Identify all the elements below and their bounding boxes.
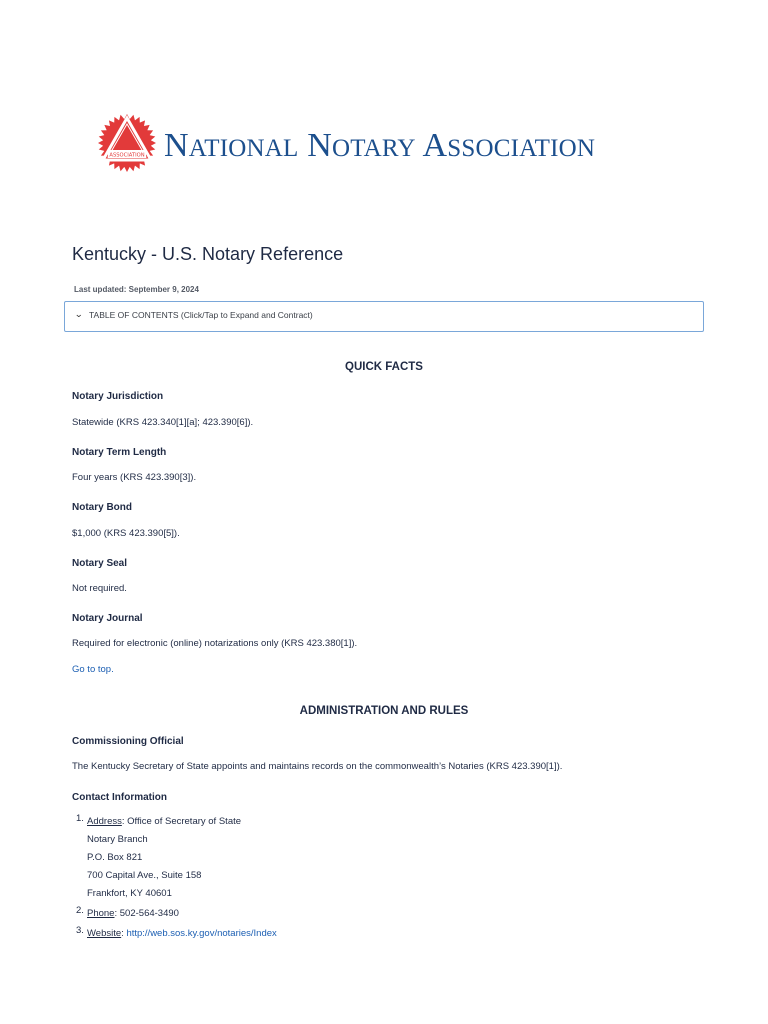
website-label: Website bbox=[87, 928, 122, 939]
contact-address-item: 1. Address: Office of Secretary of State Notary Branch P.O. Box 821 700 Capital Ave., Suite 158 Frankfort, KY 40601 bbox=[72, 813, 277, 903]
chevron-down-icon: ⌄ bbox=[74, 310, 84, 320]
last-updated: Last updated: September 9, 2024 bbox=[74, 285, 199, 294]
address-line-3: P.O. Box 821 bbox=[87, 852, 143, 863]
journal-heading: Notary Journal bbox=[72, 613, 143, 624]
toc-label: TABLE OF CONTENTS (Click/Tap to Expand and Contract) bbox=[89, 310, 313, 320]
commissioning-heading: Commissioning Official bbox=[72, 736, 184, 747]
jurisdiction-text: Statewide (KRS 423.340[1][a]; 423.390[6]). bbox=[72, 417, 254, 428]
page-title: Kentucky - U.S. Notary Reference bbox=[72, 244, 344, 264]
bond-heading: Notary Bond bbox=[72, 502, 132, 513]
brand-word-2: NOTARY bbox=[307, 127, 416, 164]
contact-phone-item: 2. Phone: 502-564-3490 bbox=[76, 905, 179, 919]
seal-text: ASSOCIATION bbox=[109, 152, 145, 159]
address-line-1: Office of Secretary of State bbox=[127, 816, 242, 827]
seal-text-body: Not required. bbox=[72, 583, 127, 594]
contact-website-item: 3. Website: http://web.sos.ky.gov/notaries/Index bbox=[76, 925, 277, 939]
nna-seal-logo[interactable] bbox=[96, 112, 158, 174]
address-line-2: Notary Branch bbox=[87, 834, 148, 845]
journal-text: Required for electronic (online) notarizations only (KRS 423.380[1]). bbox=[72, 638, 358, 649]
website-link[interactable]: http://web.sos.ky.gov/notaries/Index bbox=[126, 928, 277, 939]
brand-name[interactable] bbox=[164, 126, 595, 169]
jurisdiction-heading: Notary Jurisdiction bbox=[72, 391, 164, 402]
phone-number[interactable]: 502-564-3490 bbox=[119, 908, 179, 919]
address-line-4: 700 Capital Ave., Suite 158 bbox=[87, 870, 202, 881]
contact-heading: Contact Information bbox=[72, 792, 167, 803]
phone-label: Phone bbox=[87, 908, 115, 919]
brand-word-3: ASSOCIATION bbox=[422, 127, 596, 164]
administration-title: ADMINISTRATION AND RULES bbox=[299, 705, 469, 717]
table-of-contents-toggle[interactable] bbox=[64, 301, 704, 332]
commissioning-text: The Kentucky Secretary of State appoints and maintains records on the commonwealth’s Notaries (KRS 423.390[1]). bbox=[72, 761, 563, 772]
seal-heading: Notary Seal bbox=[72, 558, 128, 569]
site-header bbox=[96, 112, 676, 178]
contact-list bbox=[72, 813, 277, 943]
term-heading: Notary Term Length bbox=[72, 447, 167, 458]
bond-text: $1,000 (KRS 423.390[5]). bbox=[72, 528, 180, 539]
term-text: Four years (KRS 423.390[3]). bbox=[72, 472, 197, 483]
brand-word-1: NATIONAL bbox=[164, 127, 299, 164]
address-line-5: Frankfort, KY 40601 bbox=[87, 888, 172, 899]
quick-facts-title: QUICK FACTS bbox=[345, 361, 423, 373]
address-label: Address bbox=[87, 816, 122, 827]
go-to-top-link[interactable]: Go to top. bbox=[72, 664, 114, 675]
